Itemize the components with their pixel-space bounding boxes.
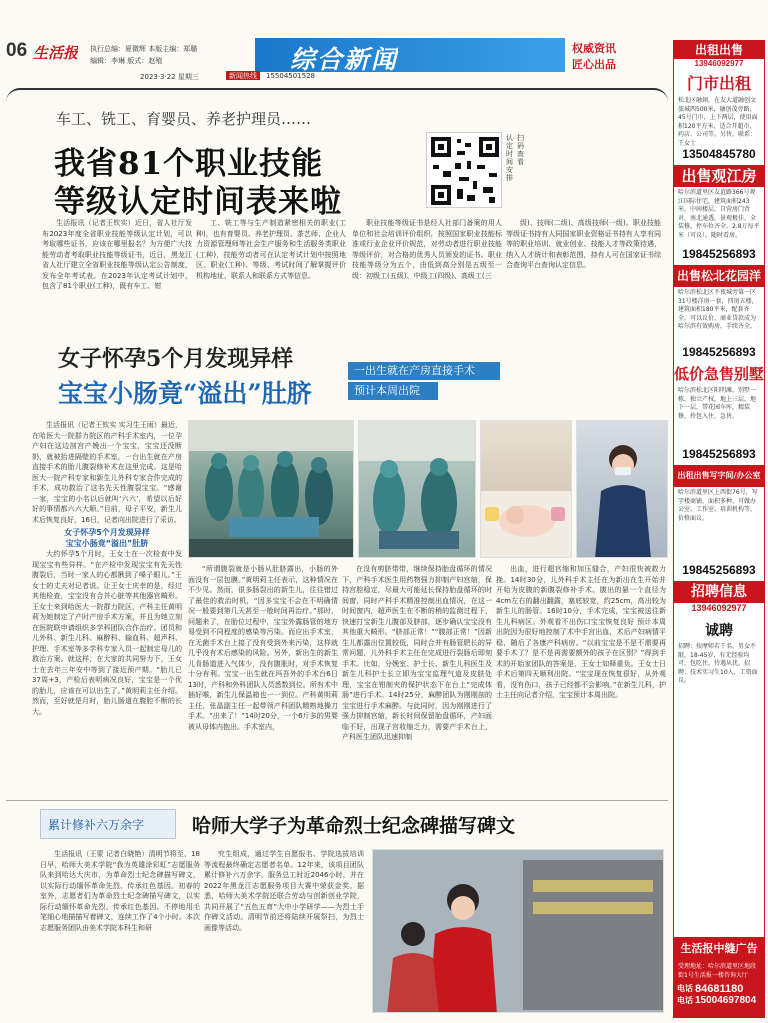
editor-line-1: 执行总编：夏微辉 本版主编：郑璐 (90, 45, 198, 53)
ad-river-house-phone: 19845256893 (682, 247, 756, 261)
qr-caption-2: 扫码查看 (517, 134, 524, 166)
ad-shop-title: 门市出租 (686, 74, 751, 93)
story2-col4: 出血，进行超宫缩和加压缝合，产妇很快被救力挽。14时30分，儿外科手术主任在为新出在生开始并开始为皮腹的新腹裂修补手术。腹出的悬一个直径为4cm左右的翻出翻露，塞底较宽，约25cm，高出较为新生儿的肠管。16时10分，手术完成，宝宝被送往新生儿科病区。外观看不出伤口宝宝恢复良好 预计本周出院因为很好地控制了术中手宫出血，术后产妇病情平稳，随后了各康产科病房。“以前宝宝是不是不需要再要手术了？是不是再需要额外的孩子在区别？”得到手术的开始家团队的答案是，王女士如释重负。王女士日手术后第四天顺利出院。“宝宝现在恢复很好，从外观看，没有伤口，孩子已经都不会影响。”在新生儿科，护士主任向记者介绍，宝宝预计本周出院。 (496, 565, 666, 699)
slogan-1: 权威资讯 (572, 42, 616, 55)
ad-rent-sale-phone: 13946092977 (694, 59, 744, 68)
headline-line-1: 女子怀孕5个月发现异样 (58, 346, 294, 372)
story1-col4: 级)、技师(二级)、高级技师(一级)。职业技能等级证书持有人同国家职业资格证书持有人享有同等的职业培训、就业创业、技能人才等政策待遇，纳入人才统计和表彰范围，持有人可在国家证书综合查询平台查询认定信息。 (506, 219, 661, 269)
ad-jobs-title: 招聘信息 (674, 581, 764, 603)
slogan-2: 匠心出品 (572, 58, 616, 71)
qr-code-icon (426, 132, 502, 208)
ad-rent-sale-title: 出租出售 (674, 41, 764, 59)
qr-caption: 认定时间安排 (506, 134, 513, 182)
ad-villa-text: 哈尔滨松北区阳明滩，别墅一栋，独立产权，地上三层，地下一层，带花园车库，精装修，拎包入住，急售。 (678, 387, 757, 420)
newborn-photo (480, 420, 572, 558)
tag-discharge: 预计本周出院 (348, 382, 438, 400)
ad-margin-phone-1: 84681180 (695, 983, 744, 995)
story2-col2: “所谓腹裂就是小肠从肚脐露出，小肠的外面没有一层包膜。”黄明莉主任表示，这种情况在不少见。然而，很多肠裂出的新生儿，往往错过了最佳的救治时机，“因多宝宝不会在不明确情况一般要到第几天甚至一般时间再治疗。”那时，问题来了，在胎位过程中，宝宝外露肠管的地方易受到不同程度的感染等污染。而应出手术室，在无菌手术台上接了没有受到外来污染，这样就几乎没有术后感染的风险。另外，新出生的新生儿肯肠道进入气体少，没有腹胀时，对手术恢复十分有利。宝宝一出生就在玛吾外的手术台6日13时，产科和外科团队人员悉数到位。所有术中插好喉，新生儿保温箱也一一到位。产科黄明莉主任、张晶副主任一起带领产科团队精熟地操刀手术。“出来了！”14时20分，一个6斤多的男婴被从母体内抱出。手术室内， (188, 565, 338, 731)
story2-col1: 生活报讯（记者王钦实 实习生王雨）最近，在哈医大一院群力院区的产科手术室内，一位孕产妇在这边剖宫产娩出一个宝宝，宝宝还没断奶，就被抬进隔壁的手术室，一台出生就在产房直接手术的胎儿腹裂修补术在这里完成。这是哈医大一院产科专家和新生儿外科专家合作完成的手术，成功救治了这名先天性腹裂宝宝。“感谢一家，宝宝的小名以后就叫‘六六’，希望以后好好的事情都六六大顺。”目前，母子平安，新生儿术后恢复良好，16日，记者向出院进行了采访。 (32, 421, 182, 524)
kicker: 累计修补六万余字 (48, 818, 145, 832)
surgery-photo (188, 420, 354, 558)
ad-garden-house-phone: 19845256893 (682, 345, 756, 359)
section-title: 综合新闻 (290, 45, 399, 74)
story1-col2: 工、铣工等与生产制造紧密相关的职业(工种)，也有育婴员、养老护理员、茶艺师、企业人力资源管理师等社会生产服务和生活服务类职业(工种)，技能劳动者可在认定考试计划中按照地区、职业(工种)、等级、考试时间了解掌握评价机构地址、联系人和联系方式等信息。 (196, 219, 346, 280)
ad-office-text: 哈尔滨道里区上西街76号，写字楼商铺，面积多种，可做办公室、工作室、培训机构等，价格面议。 (678, 489, 758, 522)
kicker: 车工、铣工、育婴员、养老护理员…… (56, 110, 312, 128)
story1-col1: 生活报讯（记者王钦实）近日，省人社厅发布2023年度全省职业技能等级认定计划，可以考取哪些证书，应该在哪里报名？为方便广大技能劳动者考取职业技能等级证书，近日，黑龙江省人社厅建立全省职业技能等级认定公告制度，发布全年考试表。在2023年认定考试计划中，包含了81个职业(工种)，既有车工、钳 (42, 219, 192, 290)
hotline-number: 15504501528 (266, 72, 315, 80)
masthead (0, 0, 672, 80)
ad-villa-title: 低价急售别墅 (674, 365, 764, 383)
headline: 哈师大学子为革命烈士纪念碑描写碑文 (192, 815, 516, 837)
story-baby-surgery (6, 332, 668, 794)
ad-margin-text: 受理地址：哈尔滨道里区地段街1号生活报一楼咨询大厅 (678, 963, 757, 979)
ad-office-title: 出租出售写字间/办公室 (674, 465, 764, 487)
story-career-skills (6, 88, 668, 324)
headline-line-2: 等级认定时间表来啦 (54, 184, 342, 220)
editor-line-2: 编辑：李琳 版式：赵殖 (90, 57, 163, 65)
ad-shop-phone: 13504845780 (682, 147, 756, 161)
ad-villa-phone: 19845256893 (682, 447, 756, 461)
ad-garden-house-title: 出售松北花园洋 (674, 265, 764, 287)
doctor-photo (576, 420, 668, 558)
ad-jobs-phone: 13946092977 (691, 603, 747, 613)
surgery-photo-2 (358, 420, 476, 558)
story-monument (6, 800, 668, 1016)
hotline-label: 新闻热线 (226, 71, 260, 80)
ad-shop-text: 松北区融創，在友大道融创文旅城西500米，融创茂旁路，45号门市，上下两层，使用面积120平方米，适合开超市、药店、公司等。另售，联系：王女士 (678, 97, 758, 147)
ad-hiring-title: 诚聘 (705, 623, 733, 639)
ad-margin-title: 生活报中缝广告 (674, 937, 764, 961)
story2-col3: 在没有剪脐带带，继续保持胎盘循环的情况下，产科手术医生用药物强力抑制产妇宫缩，保持宫腔稳定，尽最大可能延长保持胎盘循环的时间窗，同时产科手术精准控制出血情况，在这一时间窗内，超声医生在不断的稍的监测过程下，快速打宝新生儿腹部及脐部，逐步确认宝宝没有其他重大畸形。“脐部正常！”“腹部正常！”因新生儿都露出位置较低，同时合并有肠管肥长的异常问题，儿外科手术主任在完成进行裂肠后即刻手术。比如，分娩室、护士长、新生儿科医生及新生儿科护士长立即为宝宝监理气道及皮肤处理，宝宝在钳制夹的保护状态下在台上“完成体肠”进行手术。14时25分，麻醉团队为刚刚剖的宝宝进行手术麻醉。与此同时，因为刚刚进行了强力抑制宫缩，新长时间保留胎盘循环，产妇面临不好，出现子宫收缩乏力，需要产手术台上，产科医生团队迅速抑制 (342, 565, 492, 741)
story2-col1b: 大约怀孕5个月时，王女士在一次检查中发现宝宝有些异样。“在产检中发现宝宝有先天性腹裂后，当时一家人的心都揪到了嗓子眼儿。”王女士的丈夫对记者说。让王女士庆幸的是，经过其他检查，宝宝没有合并心脏等其他器官畸形。王女士来到哈医大一院群力院区，产科主任黄明莉为她制定了产时产房手术方案，并且为她立刻在医院联申请组织多学科团队合作治疗。团员和儿外科、新生儿科、麻醉科、输血科、超声科、护理、手术室等多学科专家入员一起制定母儿的救治方案。就这样，在大家的共同努力下，王女士在去年三年安中等到了接近预产期。“胎儿已37周+3，产检后表明病况良好，宝宝是一个优的胎儿，应该在可以出生了。”黄明莉主任介绍。然而，至好就是月时，胎儿肠道在腹腔不断的长大。 (32, 550, 182, 716)
ad-river-house-title: 出售观江房 (674, 165, 764, 187)
ad-office-phone: 19845256893 (682, 563, 756, 577)
date-line: 2023·3·22 星期三 (140, 73, 199, 80)
subhead-2: 宝宝小肠竟“溢出”肚脐 (65, 539, 149, 548)
ad-garden-house-text: 哈尔滨松北区不夜城旁第一区31号楼洋房一套，四房五楼，建筑面积180平米，配套齐全。可以议价，商业贷款成为哈尔滨有效购房。手续齐全。 (678, 289, 758, 330)
subhead-1: 女子怀孕5个月发现异样 (64, 528, 150, 537)
page-number: 06 (6, 40, 28, 61)
volunteers-photo (372, 849, 664, 1013)
story1-col3: 职业技能等级证书是经人社部门备案的用人单位和社会培训评价组织，按照国家职业技能标准或行业企业评价规范，对劳动者进行职业技能等级评价，对合格的优秀人员颁发的证书。职业技能等级分为五个，由低到高分别是五级至一级：初级工(五级)、中级工(四级)、高级工(三 (352, 219, 502, 280)
phone-label-2: 电话 (677, 996, 693, 1005)
story3-col2: 究生组成，通过学生自愿报名、学院选拔培训等流程最终确定志愿者名单。12年来，该项目团队累计修补六万余字，服务总工时近2046小时，并在2022年黑龙江志愿服务项目大赛中荣获金奖。据悉，哈师大美术学院还联合劳动与创新创业学院，共同开展了“五色五育”大中小学研学——为烈士手作碑文活动。清明节前还将陆续开展祭扫，为烈士画像等活动。 (204, 850, 364, 932)
story3-col1: 生活报讯（王蒙 记者白晓艳）清明节将至，18日早，哈师大美术学院“我为英雄涂彩虹”志愿服务队来到哈达大庆市，为革命烈士纪念碑描写碑文，以实际行动缅怀革命先烈、传承红色基因。初春的室外，志愿者们为革命烈士纪念碑描写碑文，以实际行动缅怀革命先烈、传承红色基因。不停地用毛笔细心地描描写着碑文，连续工作了4个小时。本次志愿服务团队由美术学院本科生和研 (40, 850, 200, 932)
classified-ads-column (673, 40, 765, 1018)
paper-name: 生活报 (33, 44, 79, 62)
ad-margin-box (674, 961, 764, 1017)
headline-line-1: 我省81个职业技能 (54, 146, 324, 182)
ad-hiring-text: 招聘：按摩师若干名，男女不限，18-45岁，有无经验均可，包吃住，待遇从优。招聘：技术实习生10人，工资面议。 (678, 643, 758, 684)
ad-river-house-text: 哈尔滨道里区友谊路366号观江国际住宅，建筑面积243米，中间楼层，自营房门背对，南北通透，景观极佳，全装修，停车位齐全，2.8万每平米（可议）。随时看房。 (678, 189, 760, 239)
headline-line-2: 宝宝小肠竟“溢出”肚脐 (58, 379, 312, 408)
ad-margin-phone-2: 15004697804 (695, 995, 757, 1006)
tag-surgery: 一出生就在产房直接手术 (348, 362, 500, 380)
phone-label-1: 电话 (677, 984, 693, 993)
